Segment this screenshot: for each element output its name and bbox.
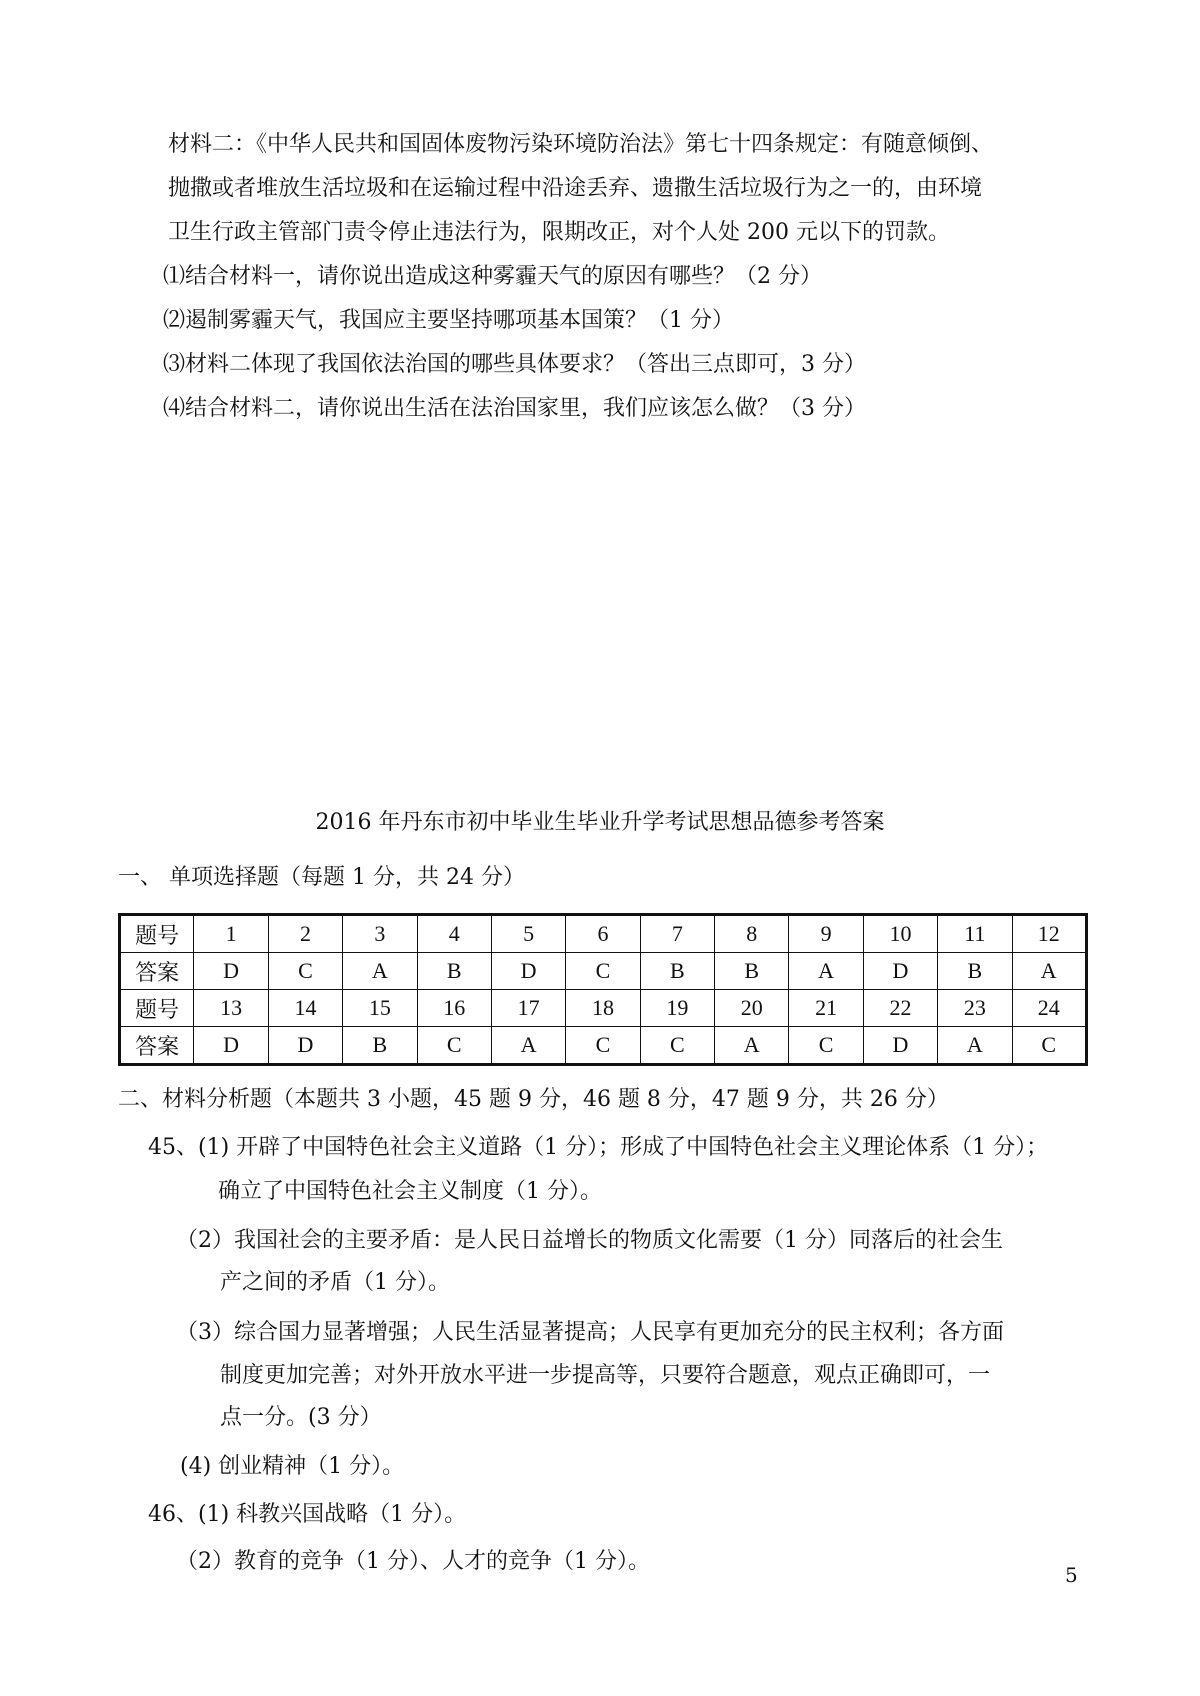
- answer-cell: C: [268, 953, 342, 990]
- answer-cell: A: [491, 1027, 565, 1065]
- question-number-cell: 17: [491, 990, 565, 1027]
- section1-heading: 一、 单项选择题（每题 1 分，共 24 分）: [118, 865, 525, 890]
- row-label: 答案: [120, 953, 194, 990]
- question-number-cell: 11: [938, 915, 1012, 953]
- answer-cell: A: [715, 1027, 789, 1065]
- row-label: 题号: [120, 990, 194, 1027]
- answer-cell: C: [640, 1027, 714, 1065]
- question-number-cell: 19: [640, 990, 714, 1027]
- answer-cell: B: [343, 1027, 417, 1065]
- question-number-cell: 22: [863, 990, 937, 1027]
- question-number-cell: 6: [566, 915, 640, 953]
- q45-part3-line1: （3）综合国力显著增强；人民生活显著提高；人民享有更加充分的民主权利；各方面: [176, 1320, 1004, 1345]
- question-number-cell: 13: [194, 990, 268, 1027]
- question-number-cell: 2: [268, 915, 342, 953]
- answer-cell: A: [343, 953, 417, 990]
- question-number-cell: 15: [343, 990, 417, 1027]
- question-1: ⑴结合材料一，请你说出造成这种雾霾天气的原因有哪些？（2 分）: [163, 264, 822, 289]
- question-3: ⑶材料二体现了我国依法治国的哪些具体要求？（答出三点即可，3 分）: [163, 352, 866, 377]
- question-number-cell: 16: [417, 990, 491, 1027]
- question-number-cell: 1: [194, 915, 268, 953]
- row-label: 答案: [120, 1027, 194, 1065]
- answer-cell: C: [417, 1027, 491, 1065]
- material2-line-3: 卫生行政主管部门责令停止违法行为，限期改正，对个人处 200 元以下的罚款。: [168, 220, 950, 245]
- material2-line-2: 抛撒或者堆放生活垃圾和在运输过程中沿途丢弃、遗撒生活垃圾行为之一的，由环境: [168, 176, 983, 201]
- answer-table: [118, 913, 1088, 1066]
- question-number-cell: 18: [566, 990, 640, 1027]
- question-number-cell: 24: [1012, 990, 1087, 1027]
- question-number-cell: 14: [268, 990, 342, 1027]
- table-row: [120, 915, 1087, 953]
- answer-cell: C: [789, 1027, 863, 1065]
- answer-cell: D: [863, 953, 937, 990]
- q45-part1-line2: 确立了中国特色社会主义制度（1 分）。: [218, 1179, 602, 1204]
- answer-cell: A: [938, 1027, 1012, 1065]
- answer-cell: C: [566, 1027, 640, 1065]
- answer-cell: D: [194, 1027, 268, 1065]
- answer-cell: D: [268, 1027, 342, 1065]
- answer-cell: C: [1012, 1027, 1087, 1065]
- q45-part3-line2: 制度更加完善；对外开放水平进一步提高等，只要符合题意，观点正确即可，一: [220, 1363, 991, 1388]
- answer-cell: B: [715, 953, 789, 990]
- answer-cell: B: [417, 953, 491, 990]
- question-number-cell: 23: [938, 990, 1012, 1027]
- question-number-cell: 12: [1012, 915, 1087, 953]
- answer-cell: B: [640, 953, 714, 990]
- q45-part4-line1: (4) 创业精神（1 分）。: [180, 1454, 405, 1479]
- page-number: 5: [1065, 1563, 1078, 1587]
- q45-part3-line3: 点一分。(3 分）: [220, 1405, 382, 1430]
- row-label: 题号: [120, 915, 194, 953]
- answer-cell: B: [938, 953, 1012, 990]
- question-number-cell: 7: [640, 915, 714, 953]
- answer-cell: D: [194, 953, 268, 990]
- answer-cell: C: [566, 953, 640, 990]
- question-2: ⑵遏制雾霾天气，我国应主要坚持哪项基本国策？（1 分）: [163, 308, 734, 333]
- answer-cell: A: [789, 953, 863, 990]
- question-number-cell: 21: [789, 990, 863, 1027]
- table-row: [120, 1027, 1087, 1065]
- question-number-cell: 9: [789, 915, 863, 953]
- material2-line-1: 材料二：《中华人民共和国固体废物污染环境防治法》第七十四条规定：有随意倾倒、: [168, 132, 994, 157]
- table-row: [120, 953, 1087, 990]
- answer-cell: D: [863, 1027, 937, 1065]
- question-number-cell: 5: [491, 915, 565, 953]
- q46-part2-line1: （2）教育的竞争（1 分）、人才的竞争（1 分）。: [176, 1549, 650, 1574]
- answer-cell: D: [491, 953, 565, 990]
- q45-part1-line1: 45、(1) 开辟了中国特色社会主义道路（1 分）；形成了中国特色社会主义理论体系（1 分）；: [148, 1135, 1049, 1160]
- table-row: [120, 990, 1087, 1027]
- section2-heading: 二、材料分析题（本题共 3 小题，45 题 9 分，46 题 8 分，47 题 9 分，共 26 分）: [118, 1087, 949, 1112]
- q45-part2-line2: 产之间的矛盾（1 分）。: [220, 1270, 450, 1295]
- question-number-cell: 20: [715, 990, 789, 1027]
- question-number-cell: 3: [343, 915, 417, 953]
- answer-key-title: 2016 年丹东市初中毕业生毕业升学考试思想品德参考答案: [315, 810, 885, 835]
- answer-cell: A: [1012, 953, 1087, 990]
- question-number-cell: 10: [863, 915, 937, 953]
- q45-part2-line1: （2）我国社会的主要矛盾：是人民日益增长的物质文化需要（1 分）同落后的社会生: [176, 1228, 1003, 1253]
- question-number-cell: 8: [715, 915, 789, 953]
- q46-part1-line1: 46、(1) 科教兴国战略（1 分）。: [148, 1502, 467, 1527]
- question-4: ⑷结合材料二，请你说出生活在法治国家里，我们应该怎么做？（3 分）: [163, 396, 866, 421]
- question-number-cell: 4: [417, 915, 491, 953]
